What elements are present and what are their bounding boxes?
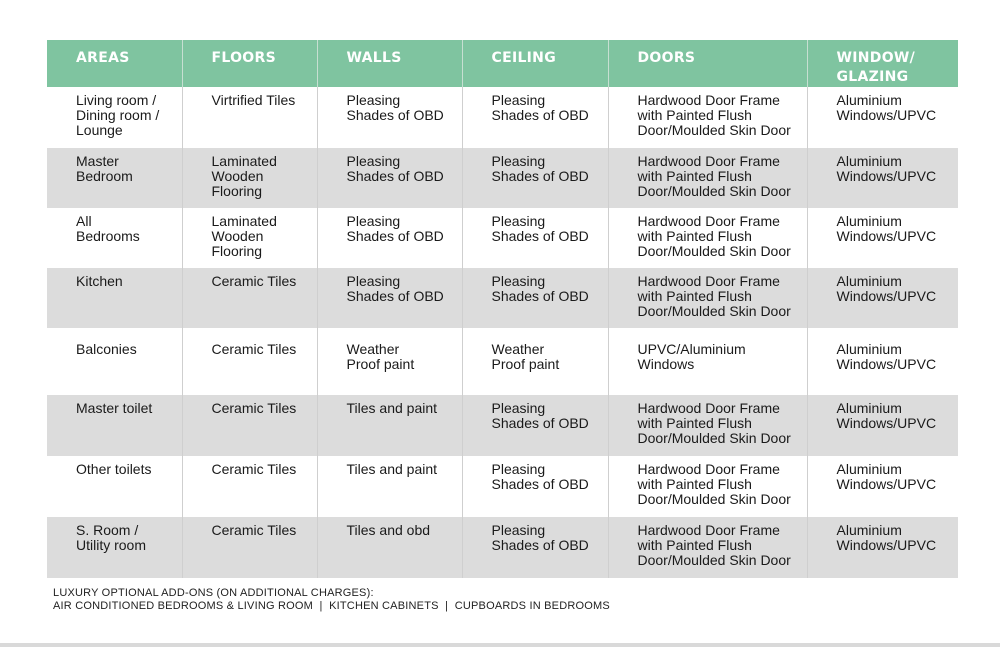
cell-ceiling: Weather Proof paint [462,328,608,395]
cell-window: Aluminium Windows/UPVC [807,208,958,268]
cell-ceiling: Pleasing Shades of OBD [462,87,608,148]
header-floors: FLOORS [182,40,317,87]
optional-add-ons-note [53,587,610,613]
header-areas: AREAS [47,40,182,87]
table-row [47,328,958,395]
cell-floor: Ceramic Tiles [182,456,317,517]
cell-window: Aluminium Windows/UPVC [807,395,958,456]
cell-door: Hardwood Door Frame with Painted Flush Door/Moulded Skin Door [608,208,807,268]
cell-wall: Weather Proof paint [317,328,462,395]
cell-door: Hardwood Door Frame with Painted Flush Door/Moulded Skin Door [608,517,807,578]
table-row [47,148,958,208]
cell-area: Balconies [76,341,137,357]
cell-door: Hardwood Door Frame with Painted Flush Door/Moulded Skin Door [608,148,807,208]
cell-floor: Ceramic Tiles [182,395,317,456]
cell-window: Aluminium Windows/UPVC [807,456,958,517]
cell-wall: Pleasing Shades of OBD [317,87,462,148]
cell-ceiling: Pleasing Shades of OBD [462,456,608,517]
cell-door: UPVC/Aluminium Windows [608,328,807,395]
cell-floor: Ceramic Tiles [182,328,317,395]
table-row [47,517,958,578]
cell-window: Aluminium Windows/UPVC [807,148,958,208]
cell-floor: Laminated Wooden Flooring [182,208,317,268]
table-header-row [47,40,958,87]
cell-area: S. Room / Utility room [47,517,182,578]
table-row [47,87,958,148]
cell-ceiling: Pleasing Shades of OBD [462,517,608,578]
cell-window: Aluminium Windows/UPVC [807,517,958,578]
cell-wall: Pleasing Shades of OBD [317,208,462,268]
cell-door: Hardwood Door Frame with Painted Flush Door/Moulded Skin Door [608,87,807,148]
header-ceiling: CEILING [462,40,608,87]
bottom-divider [0,643,1000,647]
cell-area: Master toilet [47,395,182,456]
cell-area: Living room / Dining room / Lounge [76,92,160,138]
cell-floor: Virtrified Tiles [182,87,317,148]
cell-door: Hardwood Door Frame with Painted Flush Door/Moulded Skin Door [608,395,807,456]
table-row [47,456,958,517]
header-window-glazing: WINDOW/ GLAZING [807,40,958,87]
cell-ceiling: Pleasing Shades of OBD [462,208,608,268]
cell-ceiling: Pleasing Shades of OBD [462,395,608,456]
cell-floor: Ceramic Tiles [182,517,317,578]
cell-area: All Bedrooms [76,213,140,244]
cell-wall: Pleasing Shades of OBD [317,148,462,208]
cell-wall: Tiles and obd [317,517,462,578]
cell-door: Hardwood Door Frame with Painted Flush Door/Moulded Skin Door [608,456,807,517]
table-row [47,268,958,328]
cell-window: Aluminium Windows/UPVC [807,268,958,328]
header-walls: WALLS [317,40,462,87]
cell-wall: Tiles and paint [317,395,462,456]
cell-floor: Laminated Wooden Flooring [182,148,317,208]
specifications-table [47,40,958,578]
cell-wall: Tiles and paint [317,456,462,517]
cell-ceiling: Pleasing Shades of OBD [462,268,608,328]
add-ons-list: AIR CONDITIONED BEDROOMS & LIVING ROOM | KITCHEN CABINETS | CUPBOARDS IN BEDROOMS [53,600,610,612]
cell-door: Hardwood Door Frame with Painted Flush Door/Moulded Skin Door [608,268,807,328]
cell-window: Aluminium Windows/UPVC [807,87,958,148]
add-ons-heading: LUXURY OPTIONAL ADD-ONS (ON ADDITIONAL CHARGES): [53,587,374,599]
cell-ceiling: Pleasing Shades of OBD [462,148,608,208]
cell-area: Master Bedroom [47,148,182,208]
cell-floor: Ceramic Tiles [182,268,317,328]
cell-area: Kitchen [47,268,182,328]
table-row [47,208,958,268]
header-doors: DOORS [608,40,807,87]
table-row [47,395,958,456]
cell-wall: Pleasing Shades of OBD [317,268,462,328]
cell-area: Other toilets [76,461,152,477]
cell-window: Aluminium Windows/UPVC [807,328,958,395]
